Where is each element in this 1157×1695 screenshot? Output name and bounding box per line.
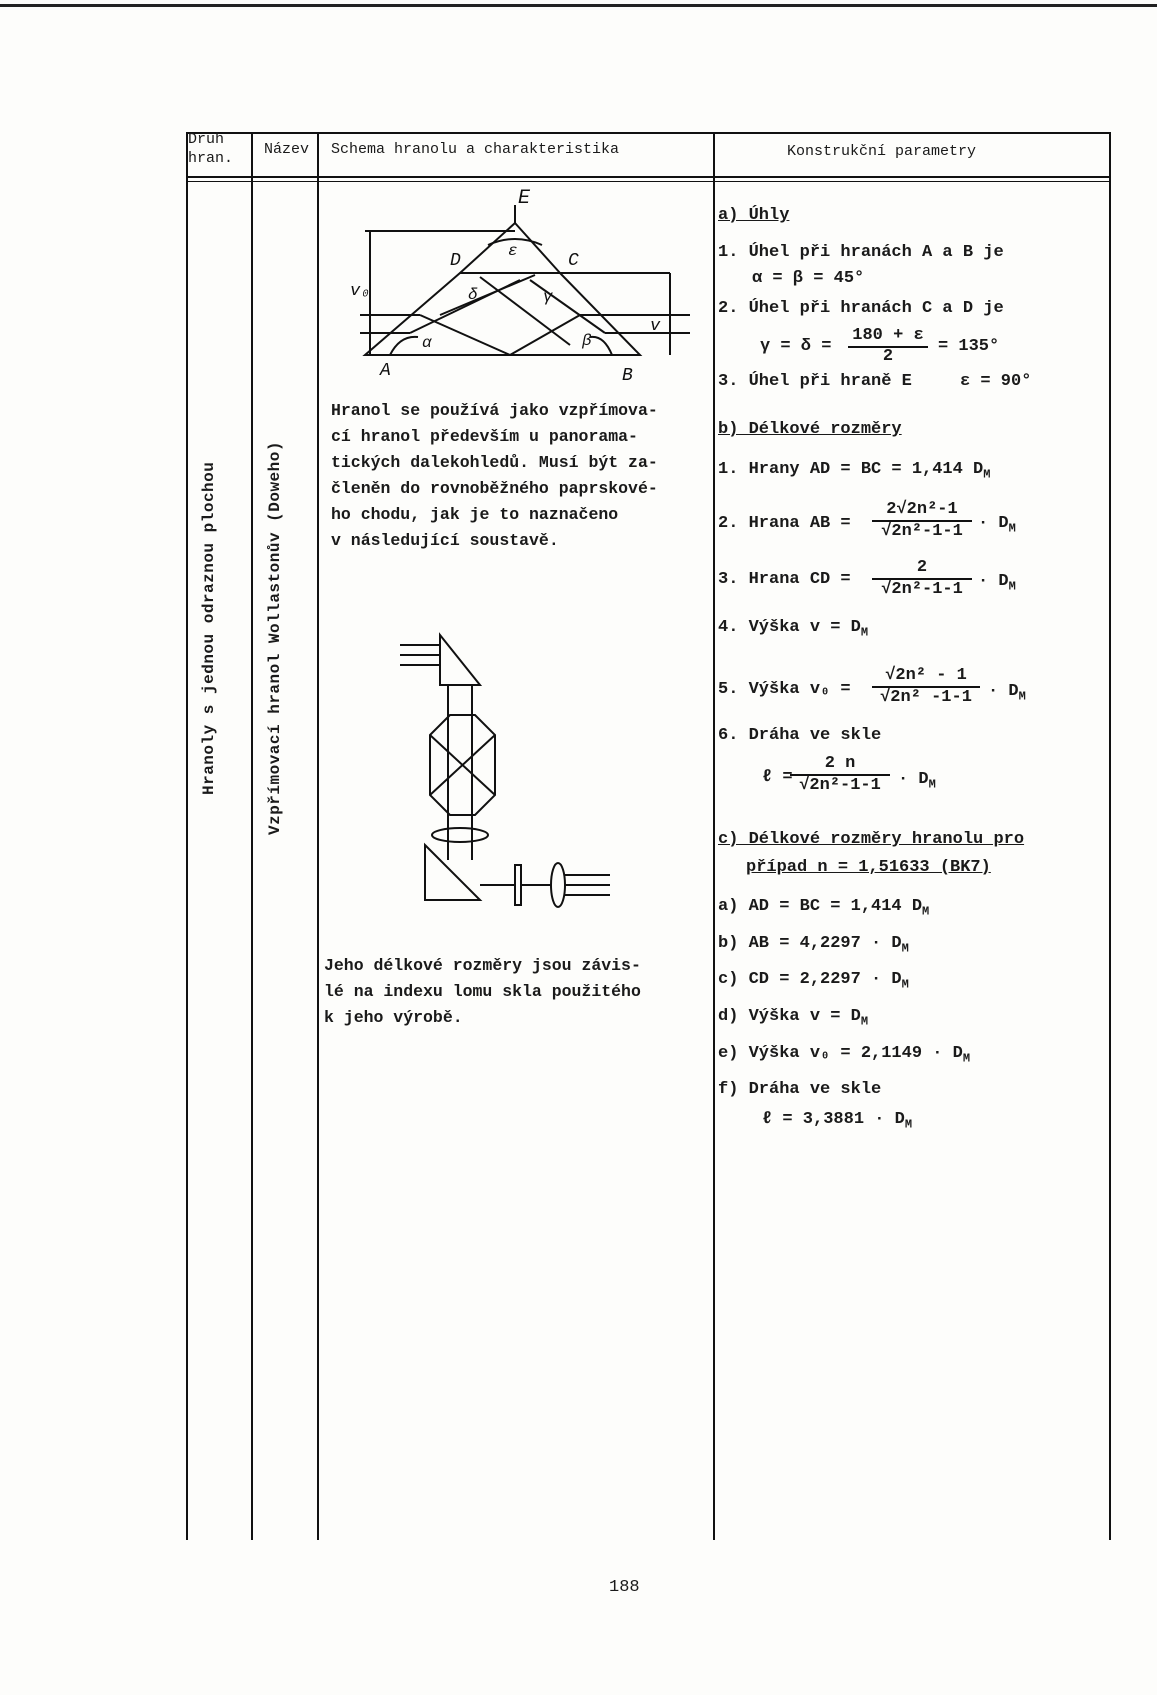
param-angle-2-lhs: γ = δ = bbox=[760, 337, 832, 356]
param-bk7-f-value: ℓ = $3,3881 \cdot D_M$ bbox=[762, 1110, 913, 1132]
svg-text:v₀: v₀ bbox=[350, 282, 371, 301]
header-druh: Druh bbox=[188, 131, 225, 148]
param-length-6-dm: · $D_M$ bbox=[898, 770, 936, 792]
page-number: 188 bbox=[609, 1578, 640, 1597]
top-border-line bbox=[0, 4, 1157, 7]
param-length-6: 6. Dráha ve skle bbox=[718, 726, 882, 745]
param-length-2-fraction: $\frac{\text{2√2n²-1}}{\text{√2n²-1-1}}$ bbox=[872, 500, 972, 542]
col-line-3 bbox=[317, 132, 319, 1540]
col-line-5 bbox=[1109, 132, 1111, 1540]
param-angle-3: 3. Úhel při hraně E bbox=[718, 372, 912, 391]
param-length-3-dm: · $D_M$ bbox=[978, 572, 1016, 594]
param-angle-2-rhs: = 135° bbox=[938, 337, 1000, 356]
prism-description: Hranol se používá jako vzpřímova- cí hranol především u panorama- tických dalekohledů. Musí být za- členěn do rovnoběžného paprskové- ho chodu, jak je to naznačeno v následující soustavě. bbox=[331, 401, 658, 550]
table-top-rule bbox=[186, 132, 1111, 134]
svg-text:δ: δ bbox=[468, 286, 478, 304]
param-length-4: 4. Výška $v = D_M$ bbox=[718, 618, 869, 640]
svg-text:ε: ε bbox=[508, 242, 518, 260]
param-angle-2-fraction: $\frac{180 + \varepsilon}{2}$ bbox=[848, 326, 928, 366]
param-length-1: 1. Hrany AD = BC = 1,414 $D_M$ bbox=[718, 460, 991, 482]
optical-system-sketch bbox=[400, 630, 620, 930]
header-bottom-rule bbox=[186, 176, 1111, 178]
param-length-5-label: 5. Výška v₀ = bbox=[718, 680, 851, 699]
param-length-5-dm: · $D_M$ bbox=[988, 682, 1026, 704]
svg-text:B: B bbox=[622, 366, 633, 386]
param-length-6-fraction: $\frac{2 n}{\text{√2n²-1-1}}$ bbox=[790, 754, 890, 796]
header-nazev: Název bbox=[264, 141, 310, 158]
svg-text:D: D bbox=[450, 251, 461, 271]
svg-text:A: A bbox=[380, 361, 391, 381]
param-angle-1: 1. Úhel při hranách A a B je bbox=[718, 243, 1004, 262]
svg-text:γ: γ bbox=[543, 288, 553, 306]
dimension-note: Jeho délkové rozměry jsou závis- lé na indexu lomu skla použitého k jeho výrobě. bbox=[324, 956, 641, 1027]
prism-kind-label: Hranoly s jednou odraznou plochou bbox=[200, 461, 218, 795]
header-schema: Schema hranolu a charakteristika bbox=[331, 141, 620, 158]
header-hran: hran. bbox=[188, 150, 234, 167]
svg-text:v: v bbox=[650, 317, 661, 336]
dove-prism-diagram bbox=[350, 187, 690, 386]
param-length-2-label: 2. Hrana AB = bbox=[718, 514, 851, 533]
param-bk7-c: c) CD = $2,2297 \cdot D_M$ bbox=[718, 970, 909, 992]
param-length-5-fraction: $\frac{\text{√2n² - 1}}{\text{√2n² -1-1}}$ bbox=[872, 666, 980, 708]
param-angle-1-value: α = β = 45° bbox=[752, 269, 865, 288]
svg-text:E: E bbox=[518, 187, 531, 210]
param-length-6-lhs: ℓ = bbox=[762, 768, 793, 787]
param-bk7-d: d) Výška $v = D_M$ bbox=[718, 1007, 869, 1029]
param-angle-3-value: ε = 90° bbox=[960, 372, 1032, 391]
params-bk7-title-2: případ n = 1,51633 (BK7) bbox=[746, 858, 991, 877]
header-bottom-rule-2 bbox=[186, 181, 1111, 182]
params-angles-title: a) Úhly bbox=[718, 206, 790, 225]
col-line-2 bbox=[251, 132, 253, 1540]
col-line-1 bbox=[186, 132, 188, 1540]
svg-text:β: β bbox=[582, 332, 592, 350]
prism-name-label: Vzpřímovací hranol Wollastonův (Doweho) bbox=[266, 441, 284, 835]
param-bk7-e: e) Výška $v_0 = 2,1149 \cdot D_M$ bbox=[718, 1044, 971, 1066]
param-bk7-f: f) Dráha ve skle bbox=[718, 1080, 882, 1099]
param-length-3-label: 3. Hrana CD = bbox=[718, 570, 851, 589]
param-angle-2: 2. Úhel při hranách C a D je bbox=[718, 299, 1004, 318]
param-length-2-dm: · $D_M$ bbox=[978, 514, 1016, 536]
param-bk7-a: a) AD = BC = 1,414 $D_M$ bbox=[718, 897, 930, 919]
param-length-3-fraction: $\frac{2}{\text{√2n²-1-1}}$ bbox=[872, 558, 972, 600]
svg-text:C: C bbox=[568, 251, 579, 271]
param-bk7-b: b) AB = $4,2297 \cdot D_M$ bbox=[718, 934, 909, 956]
params-lengths-title: b) Délkové rozměry bbox=[718, 420, 902, 439]
header-parametry: Konstrukční parametry bbox=[787, 143, 977, 160]
params-bk7-title-1: c) Délkové rozměry hranolu pro bbox=[718, 830, 1025, 849]
svg-text:α: α bbox=[422, 334, 432, 352]
col-line-4 bbox=[713, 132, 715, 1540]
